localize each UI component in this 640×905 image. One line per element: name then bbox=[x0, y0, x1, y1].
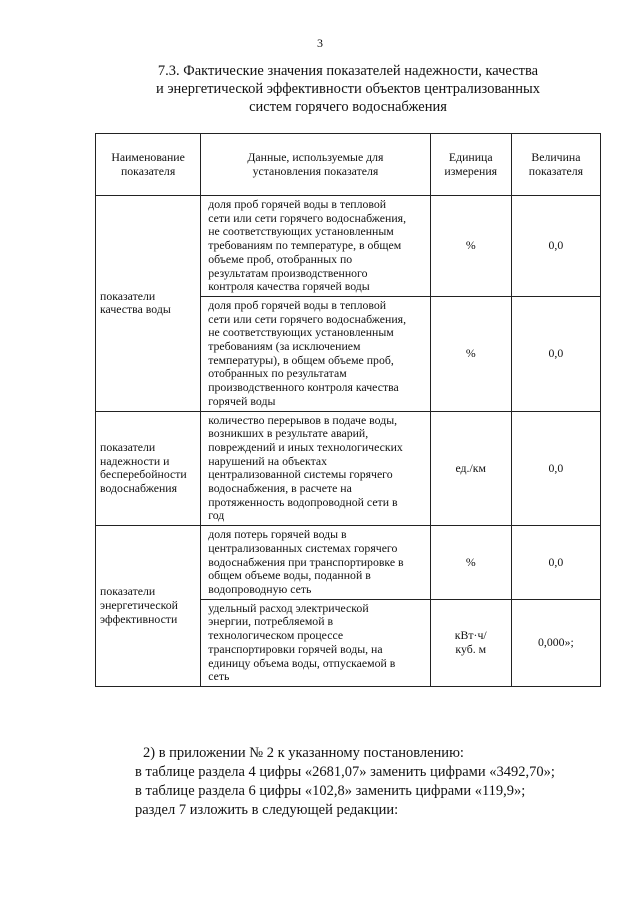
unit-line: ед./км bbox=[455, 460, 486, 475]
unit-line: % bbox=[465, 238, 476, 253]
description-line: количество перерывов в подаче воды, bbox=[208, 412, 398, 427]
unit-line: куб. м bbox=[455, 641, 487, 656]
header-name: Наименование показателя bbox=[96, 134, 201, 196]
description-line: производственного контроля качества bbox=[208, 380, 399, 395]
unit-cell bbox=[430, 411, 511, 526]
unit-line: % bbox=[465, 345, 476, 360]
indicators-table bbox=[95, 133, 601, 687]
value-cell: 0,0 bbox=[511, 411, 600, 526]
header-unit: Единица измерения bbox=[430, 134, 511, 196]
value-cell: 0,0 bbox=[511, 296, 600, 411]
description-line: транспортировки горячей воды, на bbox=[208, 641, 383, 656]
description-line: протяженность водопроводной сети в bbox=[208, 494, 398, 509]
category-cell bbox=[96, 196, 201, 412]
category-line: показатели bbox=[100, 439, 156, 454]
category-line: качества воды bbox=[100, 302, 171, 317]
description-line: водопроводную сеть bbox=[208, 581, 312, 596]
amendment-line: в таблице раздела 6 цифры «102,8» заменить цифрами «119,9»; bbox=[135, 783, 526, 799]
description-line: горячей воды bbox=[208, 393, 276, 408]
table-row bbox=[96, 526, 601, 600]
description-line: единицу объема воды, отпускаемой в bbox=[208, 655, 396, 670]
table-row bbox=[96, 411, 601, 526]
amendment-line: в таблице раздела 4 цифры «2681,07» заменить цифрами «3492,70»; bbox=[135, 764, 555, 780]
category-line: эффективности bbox=[100, 611, 178, 626]
category-line: водоснабжения bbox=[100, 481, 178, 496]
description-line: централизованной системы горячего bbox=[208, 467, 393, 482]
description-line: водоснабжения при транспортировке в bbox=[208, 554, 404, 569]
unit-line: кВт·ч/ bbox=[454, 628, 487, 643]
description-line: контроля качества горячей воды bbox=[208, 279, 370, 294]
description-cell bbox=[201, 599, 430, 686]
table-row bbox=[96, 196, 601, 297]
description-line: температуры), в общем объеме проб, bbox=[208, 352, 394, 367]
category-cell bbox=[96, 526, 201, 687]
description-cell bbox=[201, 411, 430, 526]
description-line: требованиям (за исключением bbox=[208, 339, 361, 354]
unit-cell bbox=[430, 599, 511, 686]
description-cell bbox=[201, 196, 430, 297]
description-line: год bbox=[208, 508, 225, 523]
heading-line: и энергетической эффективности объектов централизованных bbox=[155, 81, 541, 97]
amendment-line: раздел 7 изложить в следующей редакции: bbox=[135, 802, 399, 818]
unit-cell bbox=[430, 296, 511, 411]
description-line: доля проб горячей воды в тепловой bbox=[208, 297, 387, 312]
description-line: не соответствующих установленным bbox=[208, 224, 394, 239]
description-line: технологическом процессе bbox=[208, 628, 344, 643]
description-line: доля потерь горячей воды в bbox=[208, 527, 347, 542]
description-line: общем объеме воды, поданной в bbox=[208, 568, 371, 583]
page-number: 3 bbox=[317, 36, 323, 50]
description-line: требованиям по температуре, в общем bbox=[208, 238, 402, 253]
heading-line: 7.3. Фактические значения показателей надежности, качества bbox=[157, 63, 539, 79]
table-header-row bbox=[96, 134, 601, 196]
unit-line: % bbox=[465, 554, 476, 569]
description-line: объеме проб, отобранных по bbox=[208, 251, 353, 266]
unit-cell bbox=[430, 196, 511, 297]
category-line: энергетической bbox=[100, 598, 178, 613]
description-line: отобранных по результатам bbox=[208, 366, 347, 381]
header-data: Данные, используемые для установления показателя bbox=[201, 134, 430, 196]
description-line: водоснабжения, в расчете на bbox=[208, 481, 352, 496]
category-line: надежности и bbox=[100, 453, 170, 468]
description-line: централизованных системах горячего bbox=[208, 540, 398, 555]
value-cell: 0,0 bbox=[511, 526, 600, 600]
description-cell bbox=[201, 526, 430, 600]
amendments-text bbox=[135, 744, 555, 820]
description-line: доля проб горячей воды в тепловой bbox=[208, 197, 387, 211]
description-line: энергии, потребляемой в bbox=[208, 614, 334, 629]
description-line: повреждений и иных технологических bbox=[208, 439, 403, 454]
category-line: показатели bbox=[100, 584, 156, 599]
value-cell: 0,0 bbox=[511, 196, 600, 297]
description-line: возникших в результате аварий, bbox=[208, 426, 369, 441]
section-heading bbox=[120, 62, 576, 116]
header-value: Величина показателя bbox=[511, 134, 600, 196]
description-line: удельный расход электрической bbox=[208, 600, 369, 615]
description-line: результатам производственного bbox=[208, 265, 368, 280]
description-cell bbox=[201, 296, 430, 411]
description-line: сеть bbox=[208, 669, 230, 684]
description-line: не соответствующих установленным bbox=[208, 325, 394, 340]
description-line: нарушений на объектах bbox=[208, 453, 328, 468]
description-line: сети или сети горячего водоснабжения, bbox=[208, 311, 407, 326]
category-line: показатели bbox=[100, 288, 156, 303]
category-cell bbox=[96, 411, 201, 526]
amendment-line: 2) в приложении № 2 к указанному постановлению: bbox=[143, 745, 464, 761]
value-cell: 0,000»; bbox=[511, 599, 600, 686]
unit-cell bbox=[430, 526, 511, 600]
category-line: бесперебойности bbox=[100, 467, 187, 482]
heading-line: систем горячего водоснабжения bbox=[249, 99, 447, 115]
description-line: сети или сети горячего водоснабжения, bbox=[208, 210, 407, 225]
